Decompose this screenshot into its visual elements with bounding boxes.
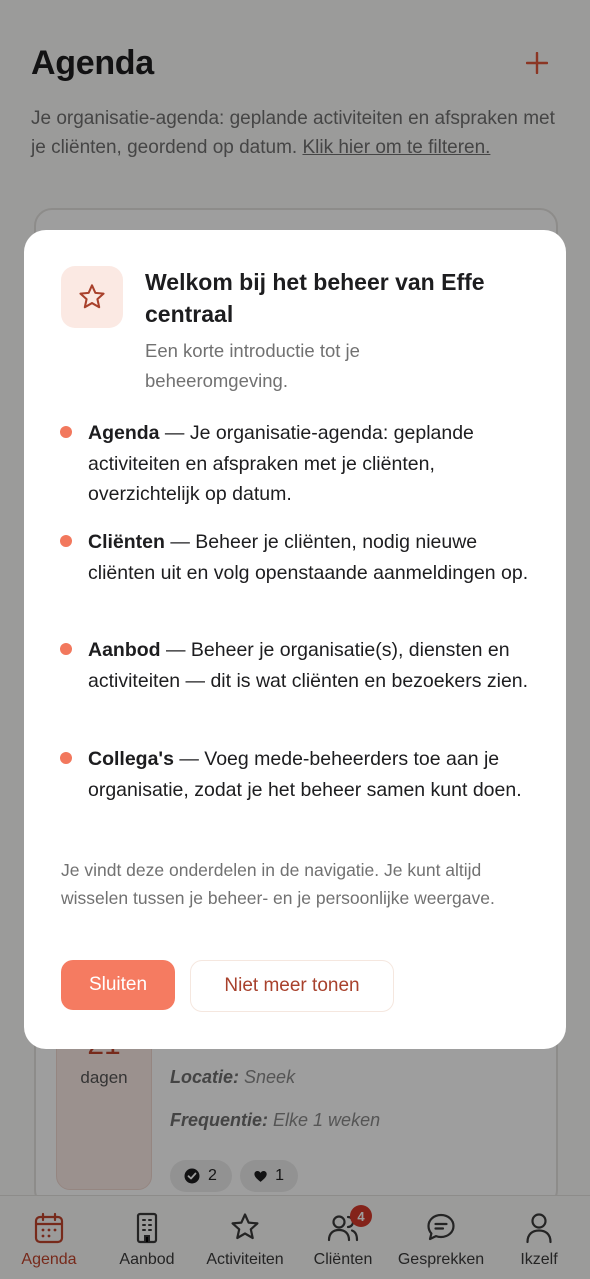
bullet-dot [60, 426, 72, 438]
filter-link[interactable]: Klik hier om te filteren. [302, 136, 491, 158]
date-unit: dagen [80, 1068, 128, 1087]
nav-label: Ikzelf [520, 1251, 558, 1268]
clients-badge: 4 [350, 1205, 372, 1227]
frequency-value: Elke 1 weken [273, 1110, 381, 1130]
item-label: Cliënten [88, 531, 165, 553]
nav-label: Cliënten [313, 1251, 373, 1268]
item-text: — Je organisatie-agenda: geplande activiteiten en afspraken met je cliënten, overzichtelijk op datum. [88, 422, 474, 505]
nav-label: Gesprekken [397, 1251, 485, 1268]
like-count: 1 [275, 1167, 284, 1184]
item-label: Agenda [88, 422, 160, 444]
modal-icon-box [61, 266, 123, 328]
item-text: — Beheer je organisatie(s), diensten en activiteiten — dit is wat cliënten en bezoekers zien. [88, 639, 529, 692]
bullet-dot [60, 752, 72, 764]
frequency-label: Frequentie: [170, 1110, 269, 1130]
location-value: Sneek [244, 1067, 296, 1087]
nav-label: Aanbod [119, 1251, 175, 1268]
nav-label: Activiteiten [206, 1251, 284, 1268]
item-label: Collega's [88, 748, 174, 770]
welcome-modal [24, 230, 566, 1049]
item-text: — Beheer je cliënten, nodig nieuwe cliënten uit en volg openstaande aanmeldingen op. [88, 531, 529, 584]
location-label: Locatie: [170, 1067, 240, 1087]
bullet-dot [60, 643, 72, 655]
bullet-dot [60, 535, 72, 547]
modal-subtitle: Een korte introductie tot je beheeromgeving. [145, 340, 360, 391]
star-icon [78, 283, 106, 311]
modal-footer-note: Je vindt deze onderdelen in de navigatie. Je kunt altijd wisselen tussen je beheer- en je persoonlijke weergave. [61, 860, 495, 908]
close-button[interactable]: Sluiten [61, 960, 175, 1010]
item-text: — Voeg mede-beheerders toe aan je organisatie, zodat je het beheer samen kunt doen. [88, 748, 522, 801]
check-count: 2 [208, 1167, 217, 1184]
item-label: Aanbod [88, 639, 161, 661]
dont-show-again-button[interactable]: Niet meer tonen [190, 960, 394, 1012]
intro-text: Je organisatie-agenda: geplande activiteiten en afspraken met je cliënten, geordend op datum. [31, 108, 555, 158]
nav-label: Agenda [21, 1251, 77, 1268]
modal-title: Welkom bij het beheer van Effe centraal [145, 269, 485, 327]
page-title: Agenda [31, 44, 154, 82]
